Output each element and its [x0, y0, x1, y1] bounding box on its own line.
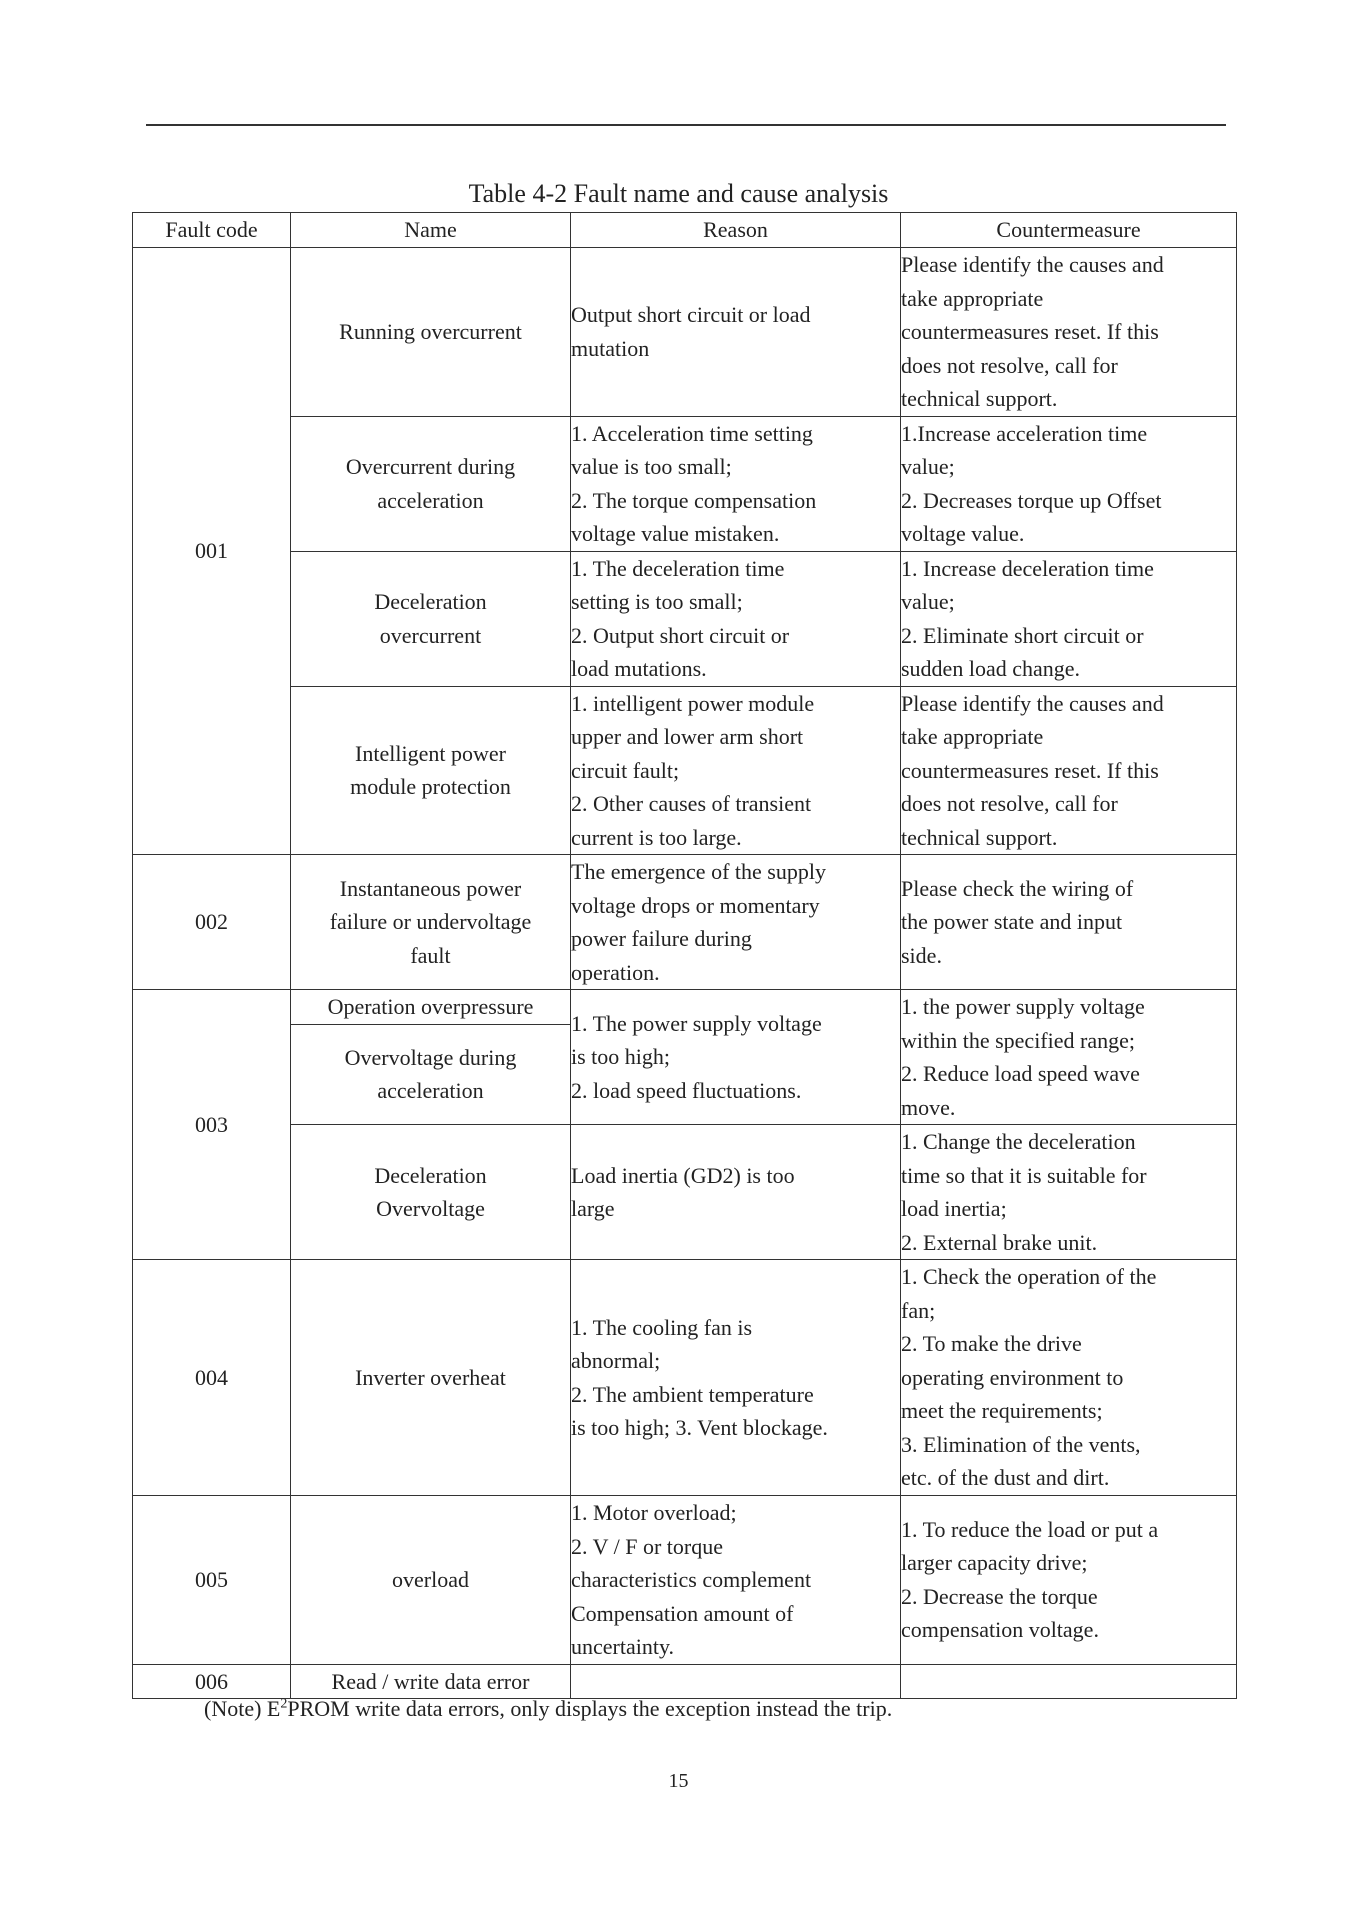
fault-name: Deceleration Overvoltage: [291, 1125, 571, 1260]
table-row: [133, 1260, 1237, 1496]
col-header-name: Name: [291, 213, 571, 248]
col-header-countermeasure: Countermeasure: [901, 213, 1237, 248]
table-row: [133, 686, 1237, 855]
table-row: [133, 1125, 1237, 1260]
fault-code: 002: [133, 855, 291, 990]
fault-countermeasure: 1. the power supply voltage within the specified range; 2. Reduce load speed wave move.: [901, 990, 1237, 1125]
fault-reason: 1. The deceleration time setting is too small; 2. Output short circuit or load mutations.: [571, 551, 901, 686]
fault-code: 003: [133, 990, 291, 1260]
table-row: [133, 990, 1237, 1025]
fault-countermeasure: 1.Increase acceleration time value; 2. Decreases torque up Offset voltage value.: [901, 416, 1237, 551]
fault-reason: 1. Motor overload; 2. V / F or torque characteristics complement Compensation amount of uncertainty.: [571, 1496, 901, 1665]
fault-reason: 1. The power supply voltage is too high; 2. load speed fluctuations.: [571, 990, 901, 1125]
fault-name: Intelligent power module protection: [291, 686, 571, 855]
table-title: Table 4-2 Fault name and cause analysis: [468, 179, 889, 208]
fault-name: overload: [291, 1496, 571, 1665]
fault-name: Overvoltage during acceleration: [291, 1024, 571, 1124]
fault-name: Instantaneous power failure or undervoltage fault: [291, 855, 571, 990]
fault-code: 006: [133, 1664, 291, 1699]
fault-countermeasure: Please identify the causes and take appropriate countermeasures reset. If this does not resolve, call for technical support.: [901, 686, 1237, 855]
fault-name: Operation overpressure: [291, 990, 571, 1025]
fault-countermeasure: 1. Change the deceleration time so that it is suitable for load inertia; 2. External brake unit.: [901, 1125, 1237, 1260]
table-row: [133, 416, 1237, 551]
fault-reason: 1. intelligent power module upper and lower arm short circuit fault; 2. Other causes of transient current is too large.: [571, 686, 901, 855]
fault-reason: Load inertia (GD2) is too large: [571, 1125, 901, 1260]
fault-name: Deceleration overcurrent: [291, 551, 571, 686]
col-header-fault-code: Fault code: [133, 213, 291, 248]
table-row: [133, 1496, 1237, 1665]
fault-name: Running overcurrent: [291, 248, 571, 417]
fault-reason: 1. Acceleration time setting value is too small; 2. The torque compensation voltage value mistaken.: [571, 416, 901, 551]
fault-name: Overcurrent during acceleration: [291, 416, 571, 551]
col-header-reason: Reason: [571, 213, 901, 248]
fault-countermeasure: 1. Increase deceleration time value; 2. Eliminate short circuit or sudden load change.: [901, 551, 1237, 686]
fault-countermeasure: Please check the wiring of the power state and input side.: [901, 855, 1237, 990]
fault-code: 005: [133, 1496, 291, 1665]
fault-countermeasure: 1. Check the operation of the fan; 2. To make the drive operating environment to meet the requirements; 3. Elimination of the vents, etc. of the dust and dirt.: [901, 1260, 1237, 1496]
fault-table: [132, 212, 1237, 1699]
table-note: (Note) $E^2PROM$ write data errors, only displays the exception instead the trip.: [204, 1696, 893, 1721]
fault-reason: The emergence of the supply voltage drops or momentary power failure during operation.: [571, 855, 901, 990]
fault-countermeasure: 1. To reduce the load or put a larger capacity drive; 2. Decrease the torque compensation voltage.: [901, 1496, 1237, 1665]
table-row: [133, 855, 1237, 990]
fault-reason: Output short circuit or load mutation: [571, 248, 901, 417]
table-row: [133, 248, 1237, 417]
fault-name: Read / write data error: [291, 1664, 571, 1699]
header-row: [133, 213, 1237, 248]
table-row: [133, 551, 1237, 686]
fault-reason: 1. The cooling fan is abnormal; 2. The ambient temperature is too high; 3. Vent blockage.: [571, 1260, 901, 1496]
fault-code: 004: [133, 1260, 291, 1496]
header-rule: [146, 124, 1226, 126]
fault-countermeasure: [901, 1664, 1237, 1699]
fault-countermeasure: Please identify the causes and take appropriate countermeasures reset. If this does not resolve, call for technical support.: [901, 248, 1237, 417]
page-number: 15: [668, 1770, 689, 1792]
fault-code: 001: [133, 248, 291, 855]
fault-name: Inverter overheat: [291, 1260, 571, 1496]
